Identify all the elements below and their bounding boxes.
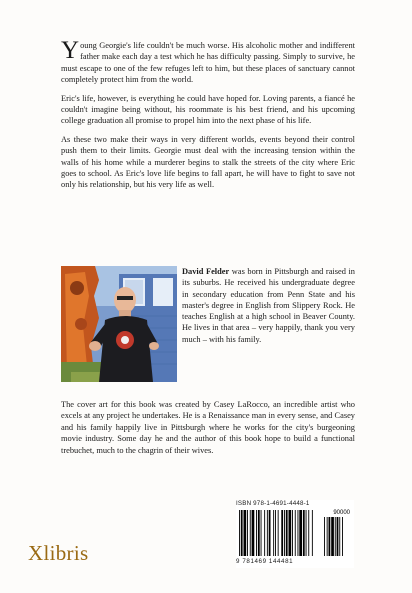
barcode-bar (299, 510, 302, 556)
barcode-bar (241, 510, 243, 556)
blurb-paragraph-3: As these two make their ways in very different worlds, events beyond their control push them to their limits. Georgie must deal with the increasing tension within the walls of his home while a murderer begins to stalk the streets of the city where Eric goes to school. As Eric's love life begins to fall apart, he will have to fight to save not only his relationship, but his very life as well. (61, 134, 355, 190)
barcode-bar (258, 510, 260, 556)
barcode-bar (269, 510, 271, 556)
isbn-label (236, 500, 354, 507)
author-name: David Felder (182, 267, 230, 276)
barcode-bar (335, 517, 336, 556)
barcode-bar (306, 510, 307, 556)
price-code: 90000 (333, 510, 350, 516)
barcode-bar (337, 517, 339, 556)
barcode-bar (275, 510, 276, 556)
barcode-bar (281, 510, 283, 556)
drop-cap: Y (61, 37, 80, 64)
barcode-bar (284, 510, 285, 556)
barcode-bar (327, 517, 328, 556)
barcode-bar (244, 510, 247, 556)
author-bio-text: was born in Pittsburgh and raised in its suburbs. He received his undergraduate degree in secondary education from Penn State and his master's degree in English from Slippery Rock. He teaches English at a high school in Beaver County. He lives in that area – very happily, thank you very much – with his family. (182, 267, 355, 344)
blurb-paragraph-1-text: oung Georgie's life couldn't be much worse. His alcoholic mother and indifferent father make each day a test which he has difficulty passing. Simply to survive, he must escape to one of the few refuges left to him, but these places of sanctuary cannot completely protect him from the world. (61, 41, 355, 85)
author-photo-image (61, 266, 177, 382)
barcode-bar (278, 510, 279, 556)
barcode-bar (331, 517, 334, 556)
barcode-bar (324, 517, 325, 556)
barcode-bar (239, 510, 240, 556)
blurb (61, 37, 355, 198)
barcode-bar (261, 510, 262, 556)
barcode-bar (264, 510, 265, 556)
barcode-bar (292, 510, 293, 556)
barcode-bar (342, 517, 343, 556)
barcode-bar (339, 517, 340, 556)
barcode-bar (267, 510, 268, 556)
barcode-bar (298, 510, 299, 556)
barcode-bar (295, 510, 296, 556)
barcode-bar (247, 510, 248, 556)
cover-art-paragraph: The cover art for this book was created by Casey LaRocco, an incredible artist who excels at any project he undertakes. He is a Renaissance man in every sense, and Casey and his family happily live in Pittsburgh where he works for the city's burgeoning movie industry. Some day he and the author of this book hope to build a functional trebuchet, much to the chagrin of their wives. (61, 400, 355, 455)
blurb-paragraph-1 (61, 37, 355, 86)
barcode-bar (308, 510, 309, 556)
barcode-bar (303, 510, 305, 556)
barcode-bar (312, 510, 313, 556)
author-photo (61, 266, 177, 382)
author-bio (182, 266, 355, 345)
cover-art-credit (61, 399, 355, 463)
author-section (61, 266, 355, 386)
blurb-paragraph-2: Eric's life, however, is everything he could have hoped for. Loving parents, a fiancé he couldn't imagine being without, his roommate is his best friend, and his upcoming college graduation all promise to propel him into the next phase of his life. (61, 93, 355, 126)
barcode-bar (252, 510, 255, 556)
barcode-number: 9 781469 144481 (236, 558, 294, 565)
barcode-bars (238, 508, 352, 558)
isbn-barcode (236, 500, 354, 568)
barcode-bar (289, 510, 292, 556)
barcode-bar (273, 510, 274, 556)
isbn-number: ISBN 978-1-4691-4448-1 (236, 500, 310, 507)
barcode-bar (256, 510, 257, 556)
publisher-logo: Xlibris (28, 541, 89, 565)
barcode-bar (250, 510, 251, 556)
barcode-bar (286, 510, 288, 556)
barcode-bar (329, 517, 331, 556)
